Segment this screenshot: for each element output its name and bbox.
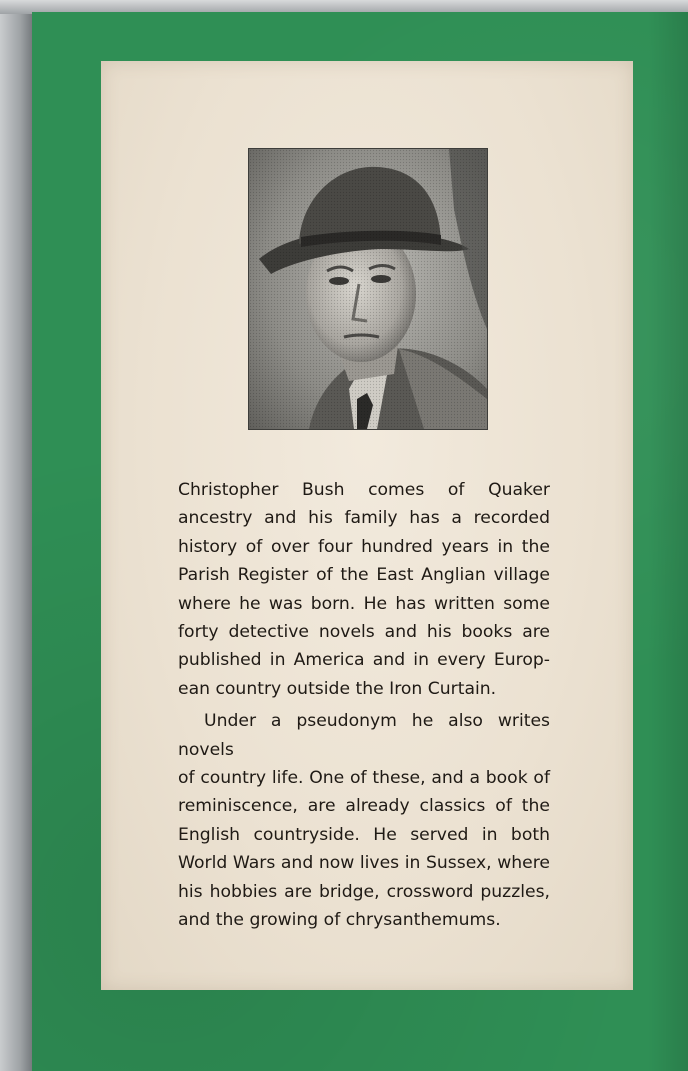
bio-paragraph-2 [178,707,550,934]
bio-paragraph-1 [178,476,550,703]
author-biography [178,476,550,935]
spine-edge [0,0,34,1071]
bio-line: Christopher Bush comes of Quaker [178,480,550,500]
bio-line: forty detective novels and his books are [178,622,550,643]
bio-line: ancestry and his family has a recorded [178,508,550,529]
bio-line: where he was born. He has written some [178,593,550,614]
bio-line: his hobbies are bridge, crossword puzzles, [178,881,550,902]
bio-line: Parish Register of the East Anglian village [178,565,550,586]
bio-line: reminiscence, are already classics of the [178,796,550,817]
bio-line: ean country outside the Iron Curtain. [178,678,497,699]
bio-line: of country life. One of these, and a book of [178,768,550,789]
bio-line: and the growing of chrysanthemums. [178,910,501,931]
bio-line: history of over four hundred years in the [178,536,550,557]
bio-line: Under a pseudonym he also writes novels [178,711,550,760]
bio-line: published in America and in every Europ- [178,650,550,671]
portrait-illustration [249,149,487,429]
bio-line: English countryside. He served in both [178,824,550,845]
bio-line: World Wars and now lives in Sussex, where [178,853,550,874]
author-portrait-photo [248,148,488,430]
